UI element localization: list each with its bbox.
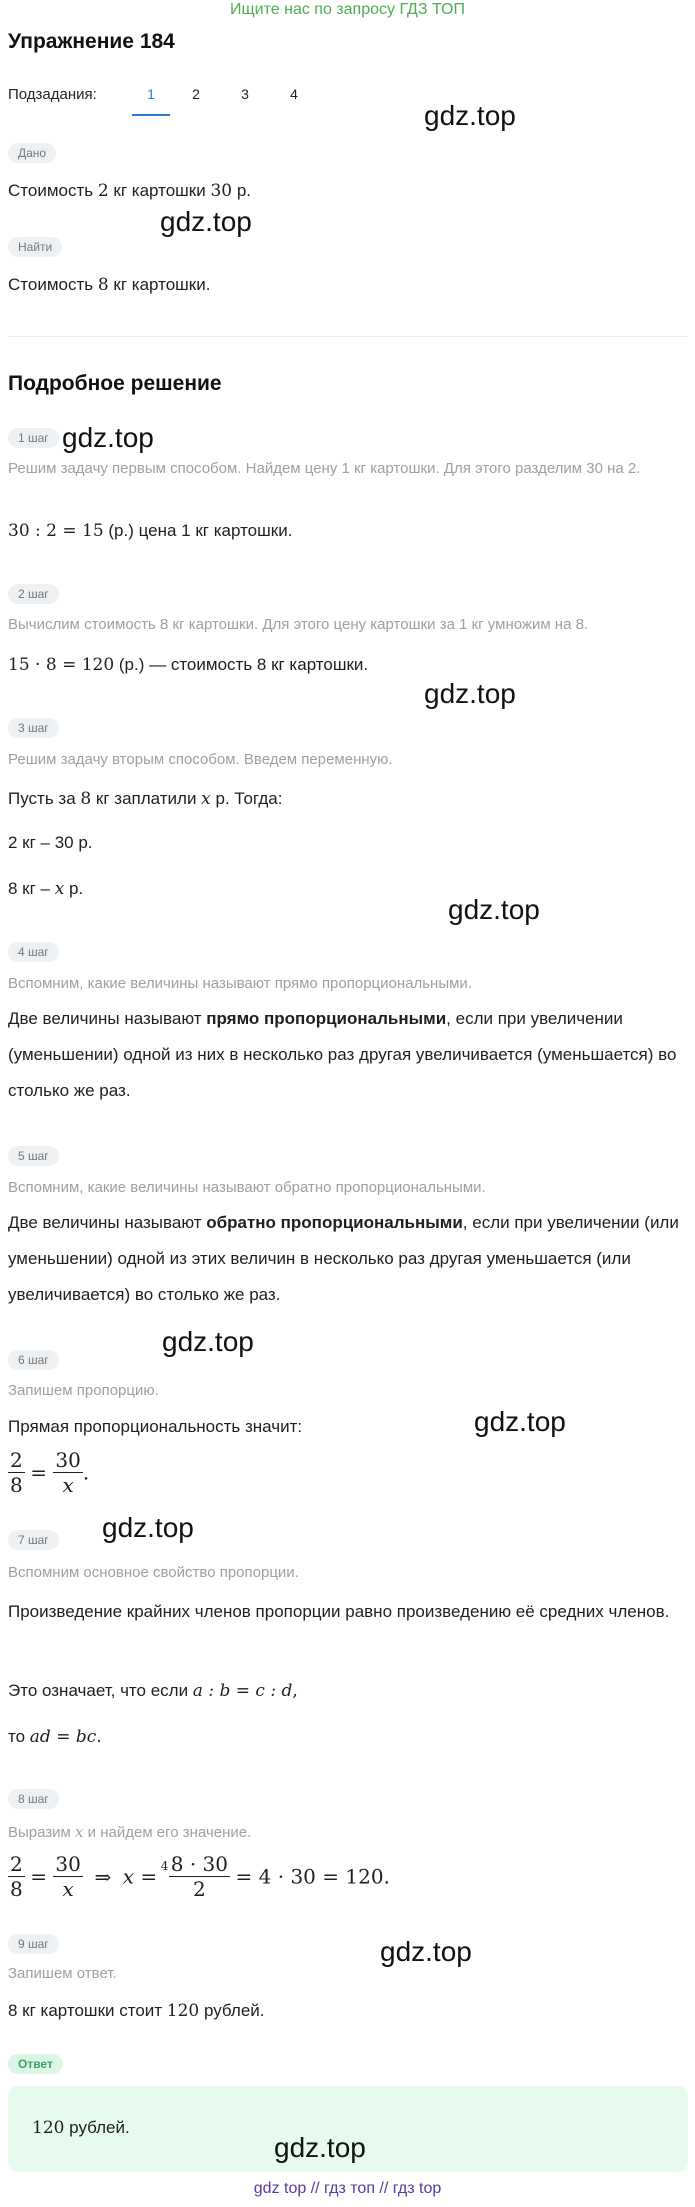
step-1-note: Решим задачу первым способом. Найдем цену 1 кг картошки. Для этого разделим 30 на 2. — [8, 460, 641, 477]
step-3-line-2: 2 кг – 30 р. — [8, 833, 93, 852]
watermark: gdz.top — [160, 206, 252, 237]
divider — [8, 336, 688, 337]
step-5-text: Две величины называют обратно пропорциональными, если при увеличении (или уменьшении) одной из этих величин в несколько раз другая уменьшается (или увеличивается) во столько же раз. — [8, 1213, 679, 1304]
find-text: Стоимость 8 кг картошки. — [8, 275, 211, 295]
step-6-badge: 6 шаг — [8, 1350, 59, 1370]
step-3-line-1: Пусть за 8 кг заплатили x р. Тогда: — [8, 789, 283, 809]
step-7-line-3: то ad = bc. — [8, 1727, 102, 1747]
tab-subtask-2[interactable]: 2 — [192, 86, 200, 102]
subtasks-label: Подзадания: — [8, 86, 97, 103]
step-4-text: Две величины называют прямо пропорциональными, если при увеличении (уменьшении) одной из них в несколько раз другая увеличивается (уменьшается) во столько же раз. — [8, 1009, 677, 1100]
top-search-link[interactable]: Ищите нас по запросу ГДЗ ТОП — [230, 1, 465, 18]
cancel-annotation: 4 — [160, 1859, 169, 1873]
given-badge: Дано — [8, 143, 56, 163]
watermark: gdz.top — [474, 1406, 566, 1437]
watermark: gdz.top — [424, 100, 516, 131]
step-3-badge: 3 шаг — [8, 718, 59, 738]
step-6-note: Запишем пропорцию. — [8, 1382, 159, 1399]
step-8-badge: 8 шаг — [8, 1789, 59, 1809]
step-5-note: Вспомним, какие величины называют обратно пропорциональными. — [8, 1179, 486, 1196]
watermark: gdz.top — [448, 894, 540, 925]
tab-subtask-1[interactable]: 1 — [147, 86, 155, 102]
step-1-badge: 1 шаг — [8, 428, 59, 448]
find-badge: Найти — [8, 237, 62, 257]
watermark: gdz.top — [274, 2132, 366, 2163]
step-5-badge: 5 шаг — [8, 1146, 59, 1166]
step-3-note: Решим задачу вторым способом. Введем переменную. — [8, 751, 393, 768]
answer-text: 120 рублей. — [32, 2118, 130, 2138]
answer-badge: Ответ — [8, 2054, 63, 2074]
watermark: gdz.top — [102, 1512, 194, 1543]
tab-subtask-4[interactable]: 4 — [290, 86, 298, 102]
step-6-text: Прямая пропорциональность значит: — [8, 1417, 303, 1436]
step-6-formula: $\frac{2}{8}$ = $\frac{30}{x}$ . — [10, 1448, 90, 1497]
step-4-badge: 4 шаг — [8, 942, 59, 962]
step-4-note: Вспомним, какие величины называют прямо пропорциональными. — [8, 975, 472, 992]
step-9-badge: 9 шаг — [8, 1934, 59, 1954]
watermark: gdz.top — [162, 1326, 254, 1357]
step-8-formula: $\frac{2}{8}$ = $\frac{30}{x}$ ⇒ x = 4 8 · 30 2 = 4 · 30 = 120. — [10, 1852, 390, 1901]
step-7-line-2: Это означает, что если a : b = c : d, — [8, 1681, 298, 1701]
tab-subtask-3[interactable]: 3 — [241, 86, 249, 102]
step-3-line-3: 8 кг – x р. — [8, 879, 84, 899]
watermark: gdz.top — [380, 1936, 472, 1967]
active-tab-indicator — [132, 114, 170, 116]
given-text: Стоимость 2 кг картошки 30 р. — [8, 181, 251, 201]
step-2-text: 15 · 8 = 120 (р.) — стоимость 8 кг картошки. — [8, 655, 369, 675]
step-7-note: Вспомним основное свойство пропорции. — [8, 1564, 299, 1581]
step-8-note: Выразим x и найдем его значение. — [8, 1823, 252, 1841]
solution-title: Подробное решение — [8, 372, 222, 395]
step-2-badge: 2 шаг — [8, 584, 59, 604]
watermark: gdz.top — [62, 422, 154, 453]
step-7-badge: 7 шаг — [8, 1530, 59, 1550]
footer-links[interactable]: gdz top // гдз топ // гдз top — [253, 2180, 442, 2197]
watermark: gdz.top — [424, 678, 516, 709]
step-9-text: 8 кг картошки стоит 120 рублей. — [8, 2001, 265, 2021]
step-9-note: Запишем ответ. — [8, 1965, 117, 1982]
step-1-text: 30 : 2 = 15 (р.) цена 1 кг картошки. — [8, 521, 293, 541]
step-2-note: Вычислим стоимость 8 кг картошки. Для этого цену картошки за 1 кг умножим на 8. — [8, 616, 589, 633]
page-title: Упражнение 184 — [8, 30, 175, 53]
step-7-text: Произведение крайних членов пропорции равно произведению её средних членов. — [8, 1602, 670, 1621]
